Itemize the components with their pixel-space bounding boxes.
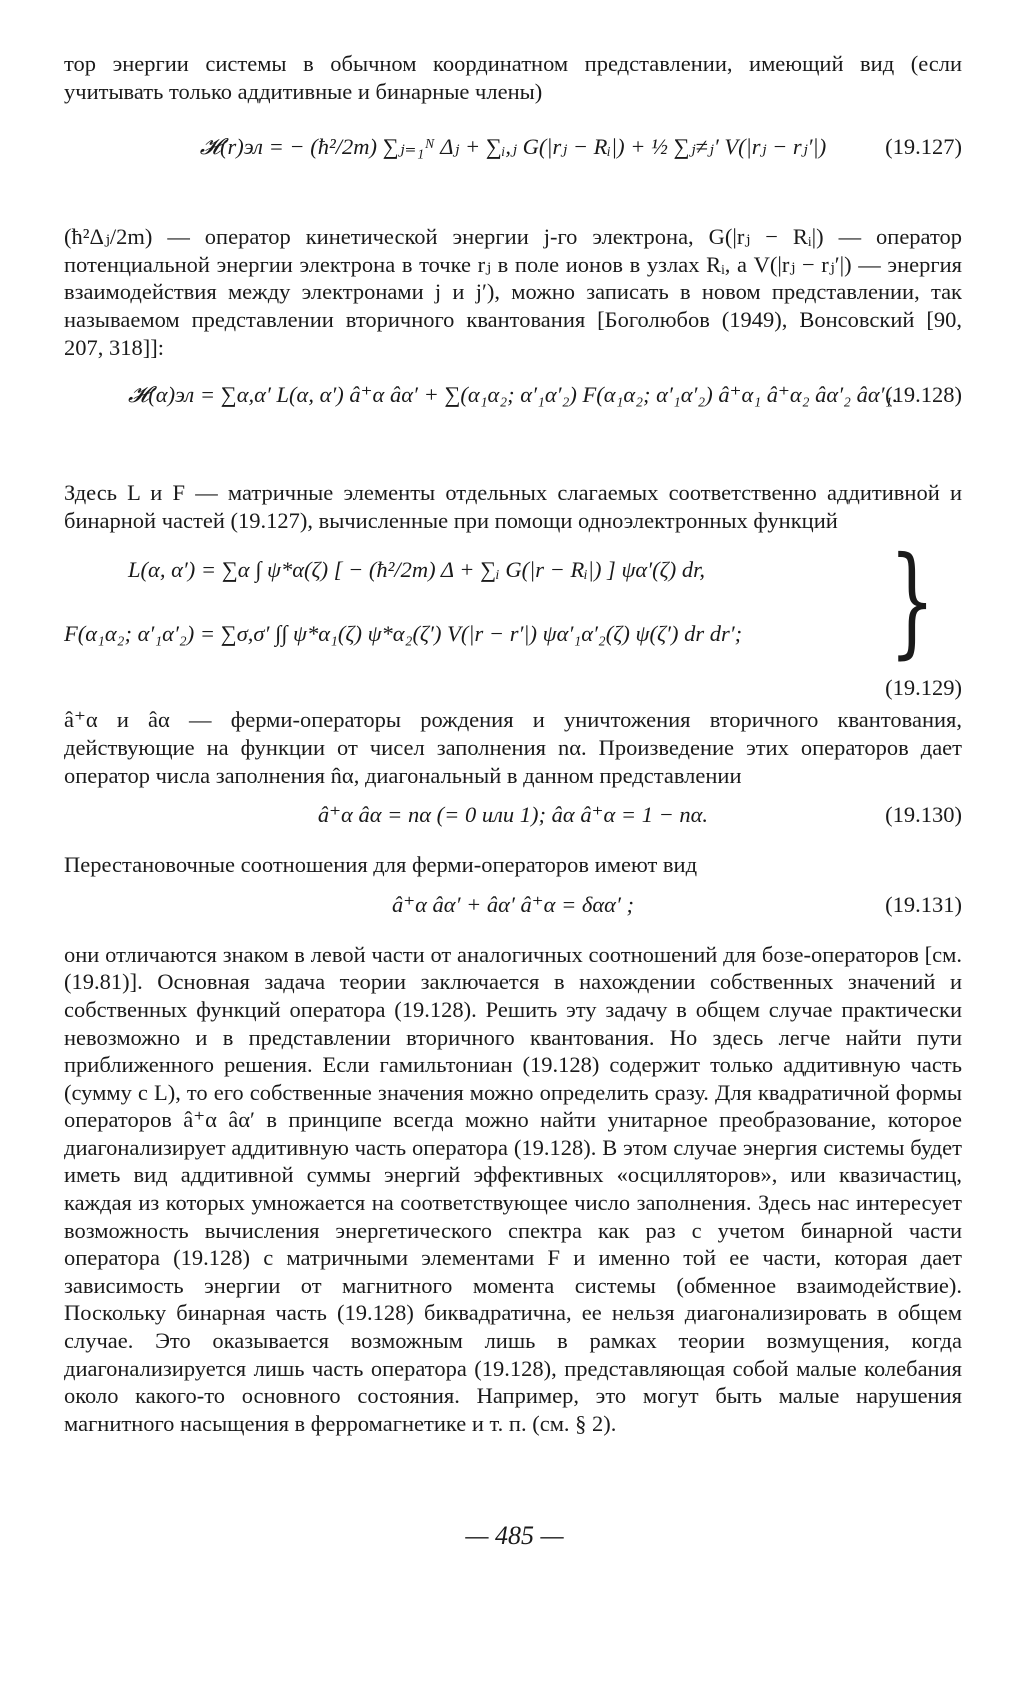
equation-19-128-formula: 𝓗(α)эл = ∑α,α′ L(α, α′) â⁺α âα′ + ∑(α₁α₂; α′₁α′₂) F(α₁α₂; α′₁α′₂) â⁺α₁ â⁺α₂ âα′₂ âα′₁. — [127, 382, 899, 408]
paragraph-main-problem: они отличаются знаком в левой части от аналогичных соотношений для бозе-операторов [см. (19.81)]. Основная задача теории заключается в нахождении собственных значений и собственных функций оператора (19.128). Решить эту задачу в общем случае практически невозможно и в представлении вторичного квантования. Но здесь легче найти пути приближенного решения. Если гамильтониан (19.128) содержит только аддитивную часть (сумму с L), то его собственные значения можно определить сразу. Для квадратичной формы операторов â⁺α âα′ в принципе всегда можно найти унитарное преобразование, которое диагонализирует аддитивную часть оператора (19.128). В этом случае энергия системы будет иметь вид аддитивной суммы энергий эффективных «осцилляторов», или квазичастиц, каждая из которых умножается на соответствующее число заполнения. Здесь нас интересует возможность вычисления энергетического спектра как раз с учетом бинарной части оператора (19.128) с матричными элементами F и именно той ее части, которая дает зависимость энергии от магнитного момента системы (обменное взаимодействие). Поскольку бинарная часть (19.128) биквадратична, ее нельзя диагонализировать в общем случае. Это оказывается возможным лишь в рамках теории возмущения, когда диагонализируется лишь часть оператора (19.128), представляющая собой малые колебания около какого-то основного состояния. Например, это могут быть малые нарушения магнитного насыщения в ферромагнетике и т. п. (см. § 2). — [64, 941, 962, 1436]
equation-19-129 — [64, 532, 962, 706]
page-text — [64, 50, 962, 1437]
equation-19-130-number: (19.130) — [885, 802, 962, 828]
equation-19-131-number: (19.131) — [885, 891, 962, 917]
equation-19-128-number: (19.128) — [885, 382, 962, 408]
paragraph-matrix-elements: Здесь L и F — матричные элементы отдельных слагаемых соответственно аддитивной и бинарной частей (19.127), вычисленные при помощи одноэлектронных функций — [64, 480, 962, 533]
equation-19-127-formula: 𝓗(r)эл = − (ħ²/2m) ∑ⱼ₌₁ᴺ Δⱼ + ∑ᵢ,ⱼ G(|rⱼ − Rᵢ|) + ½ ∑ⱼ≠ⱼ′ V(|rⱼ − rⱼ′|) — [199, 134, 827, 160]
equation-19-128 — [64, 361, 962, 479]
equation-19-127 — [64, 105, 962, 223]
equation-19-130 — [64, 789, 962, 847]
equation-19-131-formula: â⁺α âα′ + âα′ â⁺α = δαα′ ; — [391, 891, 635, 917]
equation-19-130-formula: â⁺α âα = nα (= 0 или 1); âα â⁺α = 1 − nα. — [317, 802, 709, 828]
curly-brace: } — [888, 532, 935, 672]
equation-19-127-number: (19.127) — [885, 134, 962, 160]
page-number: — 485 — — [465, 1521, 564, 1550]
equation-19-129-number: (19.129) — [885, 675, 962, 701]
equation-19-129-line-2: F(α₁α₂; α′₁α′₂) = ∑σ,σ′ ∫∫ ψ*α₁(ζ) ψ*α₂(ζ′) V(|r − r′|) ψα′₁α′₂(ζ) ψ(ζ′) dr dr′; — [64, 621, 743, 647]
equation-19-129-line-1: L(α, α′) = ∑α ∫ ψ*α(ζ) [ − (ħ²/2m) Δ + ∑ᵢ G(|r − Rᵢ|) ] ψα′(ζ) dr, — [128, 557, 706, 583]
paragraph-commutation: Перестановочные соотношения для ферми-операторов имеют вид — [64, 852, 698, 878]
paragraph-intro: тор энергии системы в обычном координатном представлении, имеющий вид (если учитывать только аддитивные и бинарные члены) — [64, 51, 962, 104]
paragraph-definitions: (ħ²Δⱼ/2m) — оператор кинетической энергии j-го электрона, G(|rⱼ − Rᵢ|) — оператор потенциальной энергии электрона в точке rⱼ в поле ионов в узлах Rᵢ, а V(|rⱼ − rⱼ′|) — энергия взаимодействия между электронами j и j′), можно записать в новом представлении, так называемом представлении вторичного квантования [Боголюбов (1949), Вонсовский [90, 207, 318]]: — [64, 224, 962, 360]
paragraph-fermi-operators: â⁺α и âα — ферми-операторы рождения и уничтожения вторичного квантования, действующие на функции от чисел заполнения nα. Произведение этих операторов дает оператор числа заполнения n̂α, диагональный в данном представлении — [64, 707, 962, 788]
equation-19-131 — [64, 879, 962, 937]
